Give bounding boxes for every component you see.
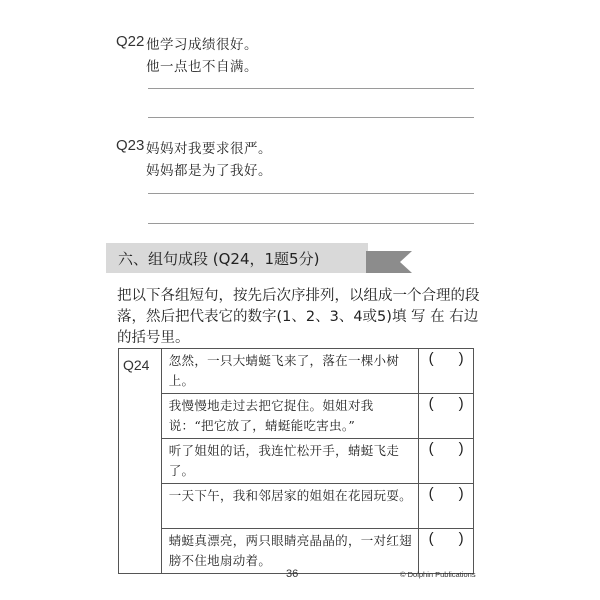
question-sentence: 妈妈对我要求很严。 bbox=[146, 141, 272, 157]
table-row bbox=[119, 529, 474, 574]
answer-line[interactable] bbox=[148, 117, 474, 118]
q24-table bbox=[118, 348, 474, 574]
answer-line[interactable] bbox=[148, 88, 474, 89]
answer-bracket[interactable]: ( ) bbox=[419, 439, 474, 484]
instruction-text: 把以下各组短句，按先后次序排列，以组成一个合理的段落，然后把代表它的数字(1、2、3、4或5)填 写 在 右边的括号里。 bbox=[117, 288, 480, 346]
table-row bbox=[119, 484, 474, 529]
question-sentence: 妈妈都是为了我好。 bbox=[146, 163, 272, 179]
answer-line[interactable] bbox=[148, 223, 474, 224]
section-title: 六、组句成段 (Q24，1题5分) bbox=[118, 250, 320, 268]
table-row bbox=[119, 349, 474, 394]
question-label: Q23 bbox=[116, 137, 145, 154]
question-sentence: 他一点也不自满。 bbox=[146, 59, 258, 75]
answer-bracket[interactable]: ( ) bbox=[419, 529, 474, 574]
sentence-cell: 蜻蜓真漂亮，两只眼睛亮晶晶的，一对红翅膀不住地扇动着。 bbox=[161, 529, 419, 574]
answer-line[interactable] bbox=[148, 193, 474, 194]
sentence-cell: 一天下午，我和邻居家的姐姐在花园玩耍。 bbox=[161, 484, 419, 529]
question-sentence: 他学习成绩很好。 bbox=[146, 37, 258, 53]
sentence-cell: 我慢慢地走过去把它捉住。姐姐对我说：“把它放了，蜻蜓能吃害虫。” bbox=[161, 394, 419, 439]
answer-bracket[interactable]: ( ) bbox=[419, 349, 474, 394]
section-banner bbox=[106, 243, 368, 273]
answer-bracket[interactable]: ( ) bbox=[419, 394, 474, 439]
table-row bbox=[119, 439, 474, 484]
sentence-cell: 忽然，一只大蜻蜓飞来了，落在一棵小树上。 bbox=[161, 349, 419, 394]
page-number: 36 bbox=[286, 568, 299, 580]
table-row bbox=[119, 394, 474, 439]
sentence-cell: 听了姐姐的话，我连忙松开手，蜻蜓飞走了。 bbox=[161, 439, 419, 484]
answer-bracket[interactable]: ( ) bbox=[419, 484, 474, 529]
publisher-credit: © Dolphin Publications bbox=[400, 570, 476, 579]
question-label: Q22 bbox=[116, 33, 145, 50]
q24-label: Q24 bbox=[119, 349, 162, 574]
ribbon-tail-icon bbox=[366, 251, 412, 273]
